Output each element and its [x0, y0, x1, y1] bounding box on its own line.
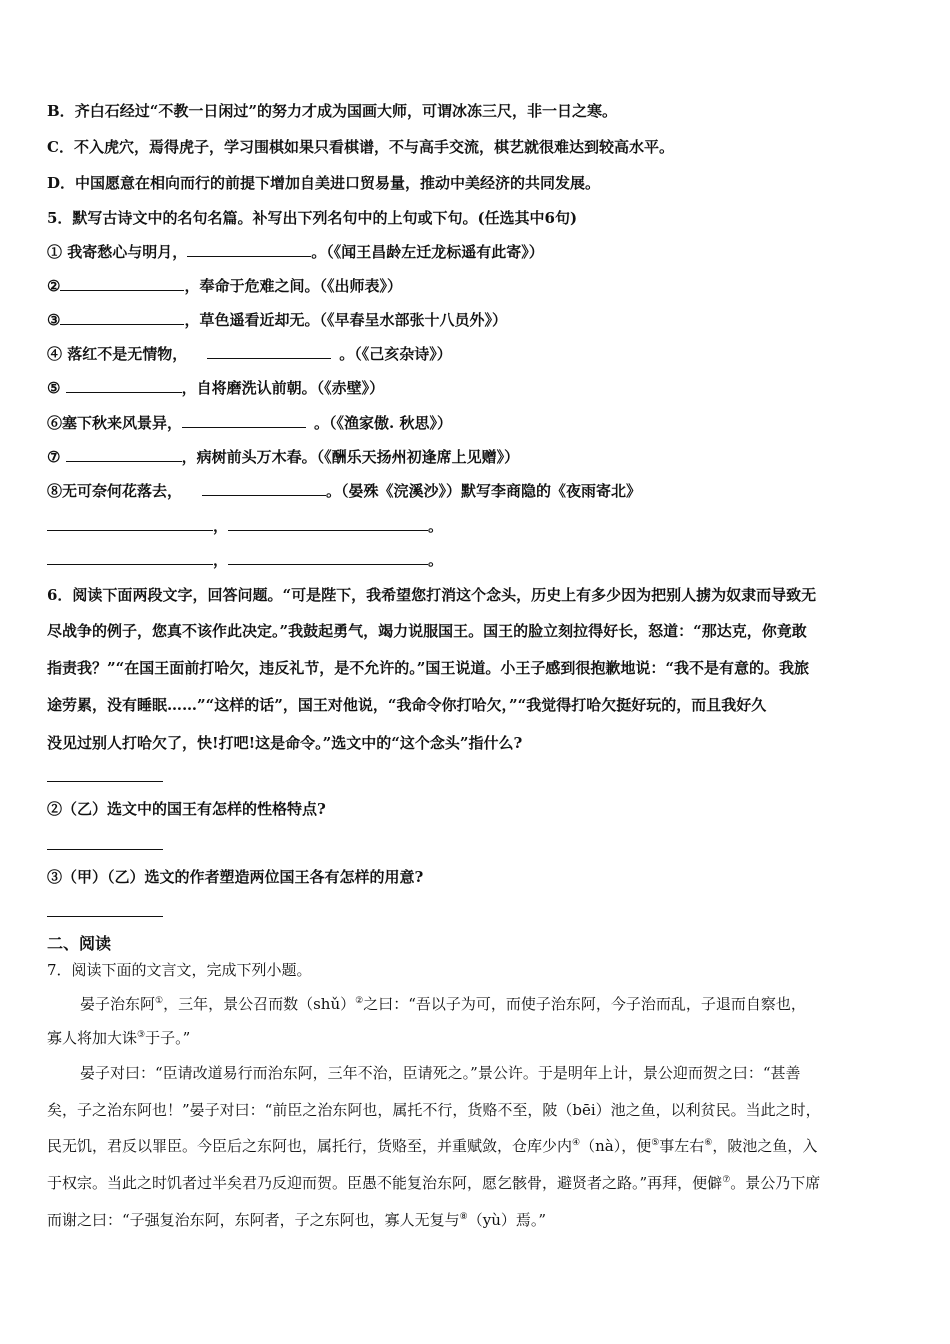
q6-line-4: 途劳累，没有睡眠……”“这样的话”，国王对他说，“我命令你打哈欠，”“我觉得打哈欠挺好玩的，而且我好久	[47, 696, 767, 714]
passage-line	[47, 1100, 821, 1120]
footnote-marker: ③	[137, 1030, 146, 1040]
answer-blank[interactable]	[228, 516, 428, 531]
q5-item-pre: ⑦	[47, 448, 66, 466]
q5-item-post: ，自将磨洗认前朝。（《赤壁》）	[181, 379, 385, 397]
option-d	[47, 173, 600, 193]
answer-blank[interactable]	[66, 378, 182, 393]
q6-sub-2: ②（乙）选文中的国王有怎样的性格特点?	[47, 800, 326, 818]
option-text: 中国愿意在相向而行的前提下增加自美进口贸易量，推动中美经济的共同发展。	[75, 174, 601, 192]
passage-text: 于子。”	[145, 1029, 191, 1047]
q5-item-pre: ⑧无可奈何花落去，	[47, 482, 183, 500]
passage-text: （nà），便	[580, 1137, 652, 1155]
q6-line-1: 6．阅读下面两段文字，回答问题。“可是陛下，我希望您打消这个念头，历史上有多少因为把别人掳为奴隶而导致无	[47, 586, 817, 604]
answer-blank[interactable]	[66, 447, 182, 462]
footnote-marker: ⑦	[722, 1175, 731, 1185]
answer-line[interactable]	[47, 781, 163, 782]
answer-blank[interactable]	[47, 550, 213, 565]
passage-text: 晏子对曰：“臣请改道易行而治东阿，三年不治，臣请死之。”景公许。于是明年上计，景公迎而贺之曰：“甚善	[80, 1064, 801, 1082]
q5-item-pre: ⑤	[47, 379, 66, 397]
answer-blank[interactable]	[60, 310, 184, 325]
option-b	[47, 101, 617, 121]
answer-blank[interactable]	[182, 413, 306, 428]
q5-item-pre: ③	[47, 311, 61, 329]
period: 。	[428, 517, 444, 535]
q5-item-8	[47, 481, 641, 501]
passage-text: 之曰：“吾以子为可，而使子治东阿，今子治而乱，子退而自察也，	[363, 995, 806, 1013]
q5-item-6	[47, 413, 452, 433]
footnote-marker: ⑧	[459, 1212, 468, 1222]
footnote-marker: ⑤	[651, 1138, 660, 1148]
q5-item-7	[47, 447, 519, 467]
q5-item-pre: ②	[47, 277, 61, 295]
q5-item-post: ，病树前头万木春。（《酬乐天扬州初逢席上见赠》）	[181, 448, 520, 466]
q5-item-pre: ⑥塞下秋来风景异，	[47, 414, 183, 432]
option-text: 不入虎穴，焉得虎子，学习围棋如果只看棋谱，不与高手交流，棋艺就很难达到较高水平。	[73, 138, 674, 156]
passage-line	[47, 1210, 546, 1230]
q5-item-4	[47, 344, 452, 364]
answer-blank[interactable]	[207, 344, 331, 359]
passage-text: 于权宗。当此之时饥者过半矣君乃反迎而贺。臣愚不能复治东阿，愿乞骸骨，避贤者之路。”再拜，便僻	[47, 1174, 723, 1192]
passage-text: 事左右	[659, 1137, 705, 1155]
option-letter: D．	[47, 174, 76, 192]
answer-blank[interactable]	[228, 550, 428, 565]
option-letter: B．	[47, 102, 75, 120]
q5-item-post: 。（《闻王昌龄左迁龙标遥有此寄》）	[311, 243, 544, 261]
section-heading: 二、阅读	[47, 934, 112, 953]
q5-title: 5．默写古诗文中的名句名篇。补写出下列名句中的上句或下句。(任选其中6句)	[47, 209, 578, 227]
footnote-marker: ①	[155, 996, 164, 1006]
q5-item-1	[47, 242, 544, 262]
q5-item-2	[47, 276, 402, 296]
q5-item-3	[47, 310, 507, 330]
q6-line-3: 指责我？”“在国王面前打哈欠，违反礼节，是不允许的。”国王说道。小王子感到很抱歉地说：“我不是有意的。我旅	[47, 659, 810, 677]
passage-text: ，三年，景公召而数（shǔ）	[163, 995, 356, 1013]
answer-line[interactable]	[47, 849, 163, 850]
q7-title: 7．阅读下面的文言文，完成下列小题。	[47, 961, 312, 979]
footnote-marker: ⑥	[704, 1138, 713, 1148]
q5-item-post: ，草色遥看近却无。（《早春呈水部张十八员外》）	[184, 311, 507, 329]
answer-blank[interactable]	[47, 516, 213, 531]
q5-item-post: 。（《己亥杂诗》）	[339, 345, 452, 363]
passage-line	[80, 994, 806, 1014]
q5-item-post: 。（《渔家傲. 秋思》）	[314, 414, 452, 432]
option-text: 齐白石经过“不教一日闲过”的努力才成为国画大师，可谓冰冻三尺，非一日之寒。	[74, 102, 617, 120]
answer-blank[interactable]	[202, 481, 326, 496]
option-letter: C．	[47, 138, 74, 156]
passage-line	[47, 1136, 817, 1156]
answer-blank[interactable]	[60, 276, 184, 291]
q5-item-pre: ① 我寄愁心与明月，	[47, 243, 188, 261]
passage-line	[47, 1173, 820, 1193]
passage-text: 寡人将加大诛	[47, 1029, 138, 1047]
comma: ，	[213, 551, 229, 569]
passage-text: ，陂池之鱼，入	[712, 1137, 818, 1155]
q5-item-post: 。（晏殊《浣溪沙》）默写李商隐的《夜雨寄北》	[326, 482, 642, 500]
passage-text: （yù）焉。”	[467, 1211, 547, 1229]
q6-line-2: 尽战争的例子，您真不该作此决定。”我鼓起勇气，竭力说服国王。国王的脸立刻拉得好长，怒道：“那达克，你竟敢	[47, 622, 807, 640]
passage-text: 而谢之曰：“子强复治东阿，东阿者，子之东阿也，寡人无复与	[47, 1211, 460, 1229]
answer-line[interactable]	[47, 916, 163, 917]
footnote-marker: ②	[355, 996, 364, 1006]
passage-text: 矣，子之治东阿也！”晏子对曰：“前臣之治东阿也，属托不行，货赂不至，陂（bēi）池之鱼，以利贫民。当此之时，	[47, 1101, 821, 1119]
q6-line-5: 没见过别人打哈欠了，快!打吧!这是命令。”选文中的“这个念头”指什么?	[47, 734, 523, 752]
passage-text: 晏子治东阿	[80, 995, 156, 1013]
passage-line	[47, 1028, 190, 1048]
q6-sub-3: ③（甲）（乙）选文的作者塑造两位国王各有怎样的用意?	[47, 868, 424, 886]
q5-item-5	[47, 378, 384, 398]
answer-blank[interactable]	[187, 242, 311, 257]
footnote-marker: ④	[572, 1138, 581, 1148]
passage-line	[80, 1063, 801, 1083]
poem-line-1	[47, 516, 443, 536]
passage-text: 民无饥，君反以罪臣。今臣后之东阿也，属托行，货赂至，并重赋敛，仓库少内	[47, 1137, 573, 1155]
q5-item-pre: ④ 落红不是无情物，	[47, 345, 188, 363]
period: 。	[428, 551, 444, 569]
passage-text: 。景公乃下席	[730, 1174, 821, 1192]
q5-item-post: ，奉命于危难之间。（《出师表》）	[184, 277, 402, 295]
poem-line-2	[47, 550, 443, 570]
option-c	[47, 137, 674, 157]
comma: ，	[213, 517, 229, 535]
